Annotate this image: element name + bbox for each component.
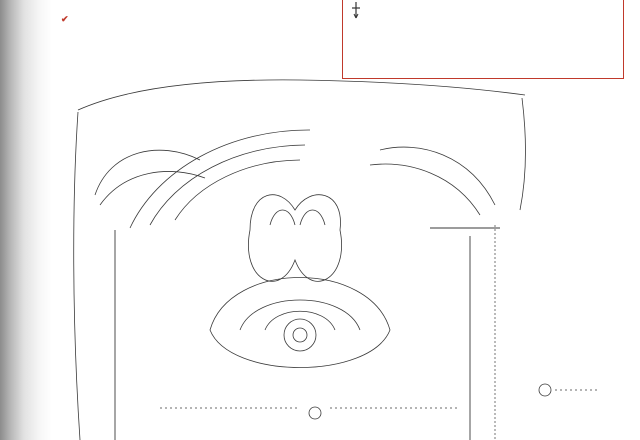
lower-fan-motif xyxy=(210,278,390,368)
module-1-marker xyxy=(309,407,321,419)
outer-top-border xyxy=(78,80,525,110)
center-rosette xyxy=(284,319,316,351)
round-arc-2 xyxy=(150,145,305,225)
pineapple-motif xyxy=(248,195,341,282)
checkmark-icon: ✔ xyxy=(61,14,69,24)
outer-right-edge xyxy=(520,98,526,210)
module-2-marker xyxy=(539,384,551,396)
outer-left-border xyxy=(74,112,80,440)
round-arc-3 xyxy=(175,160,300,220)
